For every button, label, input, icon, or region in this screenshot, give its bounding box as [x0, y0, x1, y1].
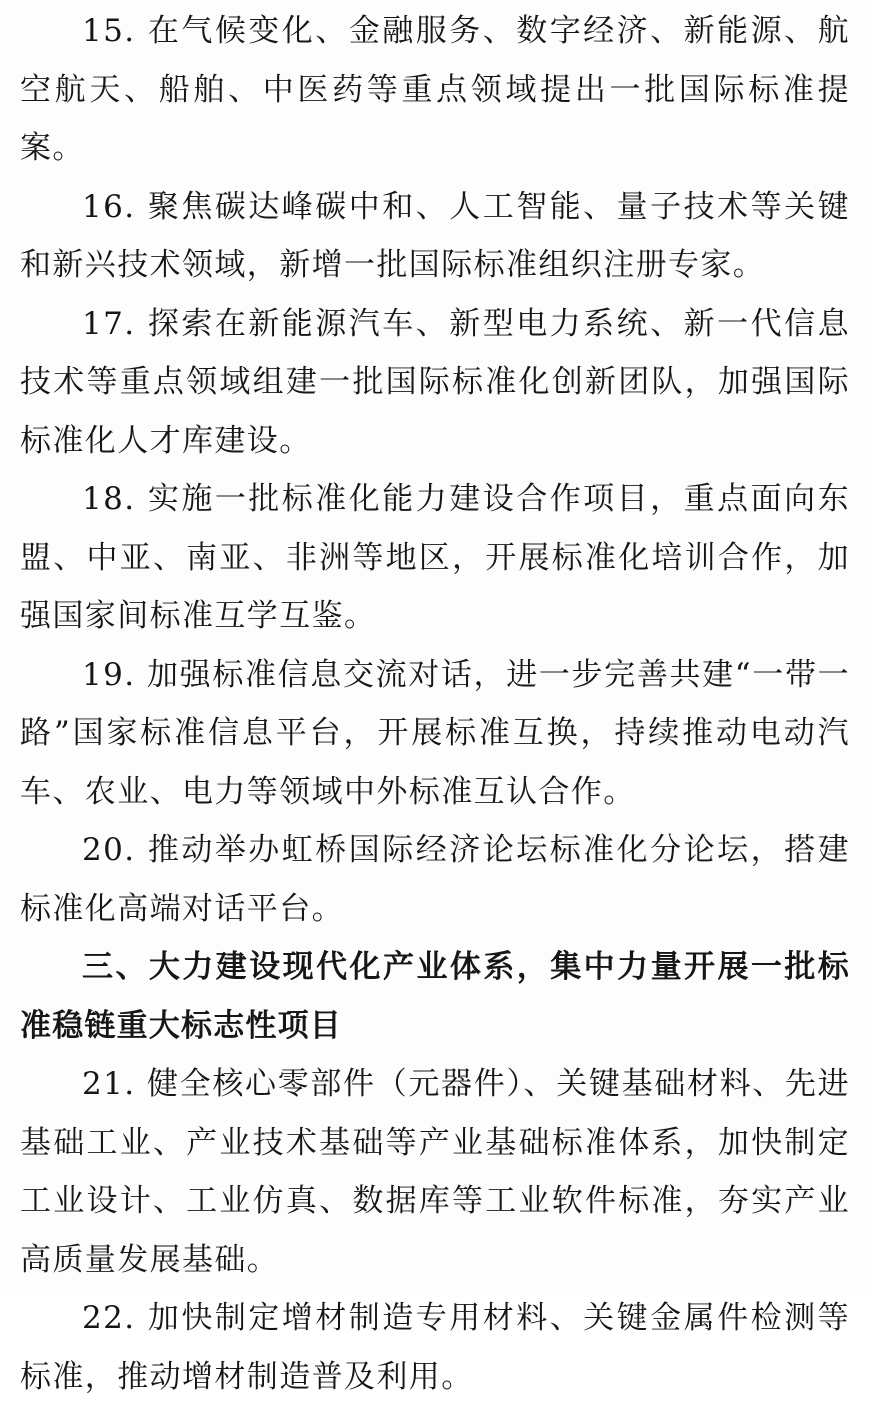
- item-15: 15. 在气候变化、金融服务、数字经济、新能源、航空航天、船舶、中医药等重点领域提出一批国际标准提案。: [20, 13, 850, 166]
- item-18: 18. 实施一批标准化能力建设合作项目，重点面向东盟、中亚、南亚、非洲等地区，开展标准化培训合作，加强国家间标准互学互鉴。: [20, 481, 850, 634]
- item-16: 16. 聚焦碳达峰碳中和、人工智能、量子技术等关键和新兴技术领域，新增一批国际标准组织注册专家。: [20, 188, 850, 283]
- section-heading-3: 三、大力建设现代化产业体系，集中力量开展一批标准稳链重大标志性项目: [20, 949, 850, 1044]
- document-body: [20, 0, 850, 1406]
- item-21: 21. 健全核心零部件（元器件）、关键基础材料、先进基础工业、产业技术基础等产业基础标准体系，加快制定工业设计、工业仿真、数据库等工业软件标准，夯实产业高质量发展基础。: [20, 1066, 850, 1278]
- item-20: 20. 推动举办虹桥国际经济论坛标准化分论坛，搭建标准化高端对话平台。: [20, 832, 850, 927]
- item-22: 22. 加快制定增材制造专用材料、关键金属件检测等标准，推动增材制造普及利用。: [20, 1300, 850, 1395]
- item-19: 19. 加强标准信息交流对话，进一步完善共建“一带一路”国家标准信息平台，开展标准互换，持续推动电动汽车、农业、电力等领域中外标准互认合作。: [20, 656, 850, 810]
- item-17: 17. 探索在新能源汽车、新型电力系统、新一代信息技术等重点领域组建一批国际标准化创新团队，加强国际标准化人才库建设。: [20, 305, 850, 459]
